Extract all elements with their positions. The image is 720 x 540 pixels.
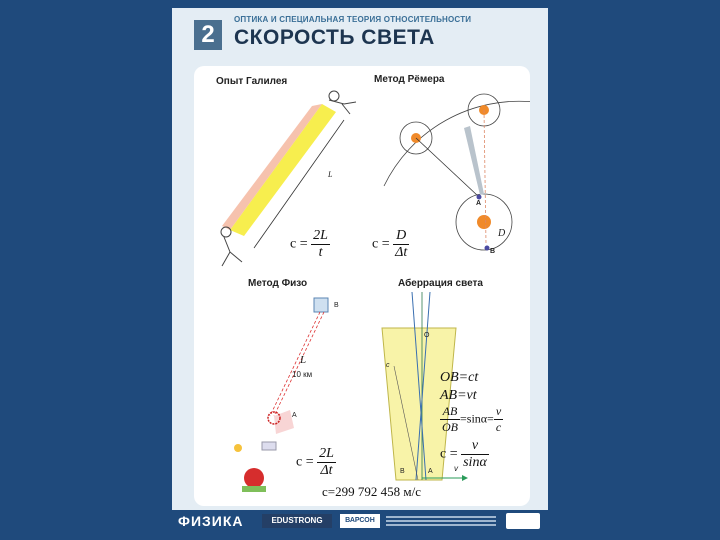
footer-emblem: [506, 513, 540, 529]
fizeau-eye: [244, 468, 264, 488]
fizeau-formula: [296, 446, 336, 479]
aberration-label-b: B: [400, 468, 405, 475]
roemer-formula-den: Δt: [395, 245, 408, 260]
aberration-eq3: [440, 404, 503, 435]
fizeau-distance: 10 км: [292, 370, 313, 379]
poster-footer: [172, 510, 548, 532]
galileo-formula-den: t: [318, 245, 323, 260]
roemer-label-d: D: [498, 228, 506, 239]
aberration-label-o: O: [424, 332, 430, 339]
content-panel: [194, 66, 530, 506]
galileo-formula-num: 2L: [313, 228, 328, 243]
aberration-eq2: AB=vt: [440, 388, 477, 403]
aberration-arrow-head: [462, 475, 468, 481]
poster: [172, 8, 548, 532]
fizeau-formula-den: Δt: [320, 463, 333, 478]
roemer-label-b: B: [490, 248, 496, 255]
speed-of-light-value: c=299 792 458 м/с: [322, 484, 421, 499]
roemer-point-b: [485, 246, 490, 251]
aberration-eq3-den: OB: [442, 420, 458, 434]
aberration-eq3-mid: =sinα=: [460, 411, 494, 426]
aberration-label-a: A: [428, 468, 433, 475]
aberration-eq3-num2: v: [495, 404, 502, 418]
aberration-label-v: v: [454, 464, 458, 473]
fizeau-label-b: B: [334, 302, 339, 309]
aberration-title: Аберрация света: [398, 278, 483, 289]
fizeau-formula-lhs: c =: [296, 454, 314, 470]
roemer-formula-lhs: c =: [372, 236, 390, 252]
roemer-sun: [477, 215, 491, 229]
aberration-eq1: OB=ct: [440, 370, 479, 385]
roemer-point-a: [477, 195, 482, 200]
poster-subtitle: ОПТИКА И СПЕЦИАЛЬНАЯ ТЕОРИЯ ОТНОСИТЕЛЬНОСТИ: [234, 15, 472, 24]
galileo-light-beam: [230, 104, 336, 236]
footer-brand: ФИЗИКА: [178, 513, 244, 529]
roemer-formula-num: D: [393, 228, 409, 245]
fizeau-stand: [242, 486, 266, 492]
footer-publisher-logo: EDUSTRONG: [262, 514, 332, 528]
fizeau-label-l: L: [300, 354, 307, 366]
galileo-return-beam: [222, 104, 322, 230]
poster-title: СКОРОСТЬ СВЕТА: [234, 26, 435, 49]
aberration-eq4: [440, 438, 489, 471]
poster-header: [172, 8, 548, 60]
footer-fine-print: [386, 514, 496, 528]
footer-logo: ВАРСОН: [340, 514, 380, 528]
galileo-title: Опыт Галилея: [216, 76, 288, 87]
galileo-formula: [290, 228, 330, 261]
aberration-label-c: c: [386, 362, 390, 369]
fizeau-splitter: [262, 442, 276, 450]
aberration-eq4-lhs: c =: [440, 446, 458, 462]
fizeau-lamp: [234, 444, 242, 452]
fizeau-ray-2: [274, 312, 324, 416]
poster-number: 2: [194, 20, 222, 50]
fizeau-title: Метод Физо: [248, 278, 308, 289]
roemer-label-a: A: [476, 200, 482, 207]
aberration-eq4-den: sinα: [463, 455, 487, 470]
fizeau-ray-1: [270, 312, 320, 416]
roemer-jupiter-orbit: [384, 101, 530, 186]
galileo-l-label: L: [328, 170, 333, 179]
aberration-eq3-num: AB: [440, 404, 460, 420]
fizeau-mirror: [314, 298, 328, 312]
fizeau-label-a: A: [292, 412, 297, 419]
roemer-title: Метод Рёмера: [374, 74, 445, 85]
roemer-telescope: [464, 126, 484, 195]
aberration-eq3-den2: c: [495, 420, 502, 434]
galileo-formula-lhs: c =: [290, 236, 308, 252]
roemer-formula: [372, 228, 409, 261]
aberration-eq4-num: v: [461, 438, 489, 455]
fizeau-formula-num: 2L: [319, 446, 334, 461]
